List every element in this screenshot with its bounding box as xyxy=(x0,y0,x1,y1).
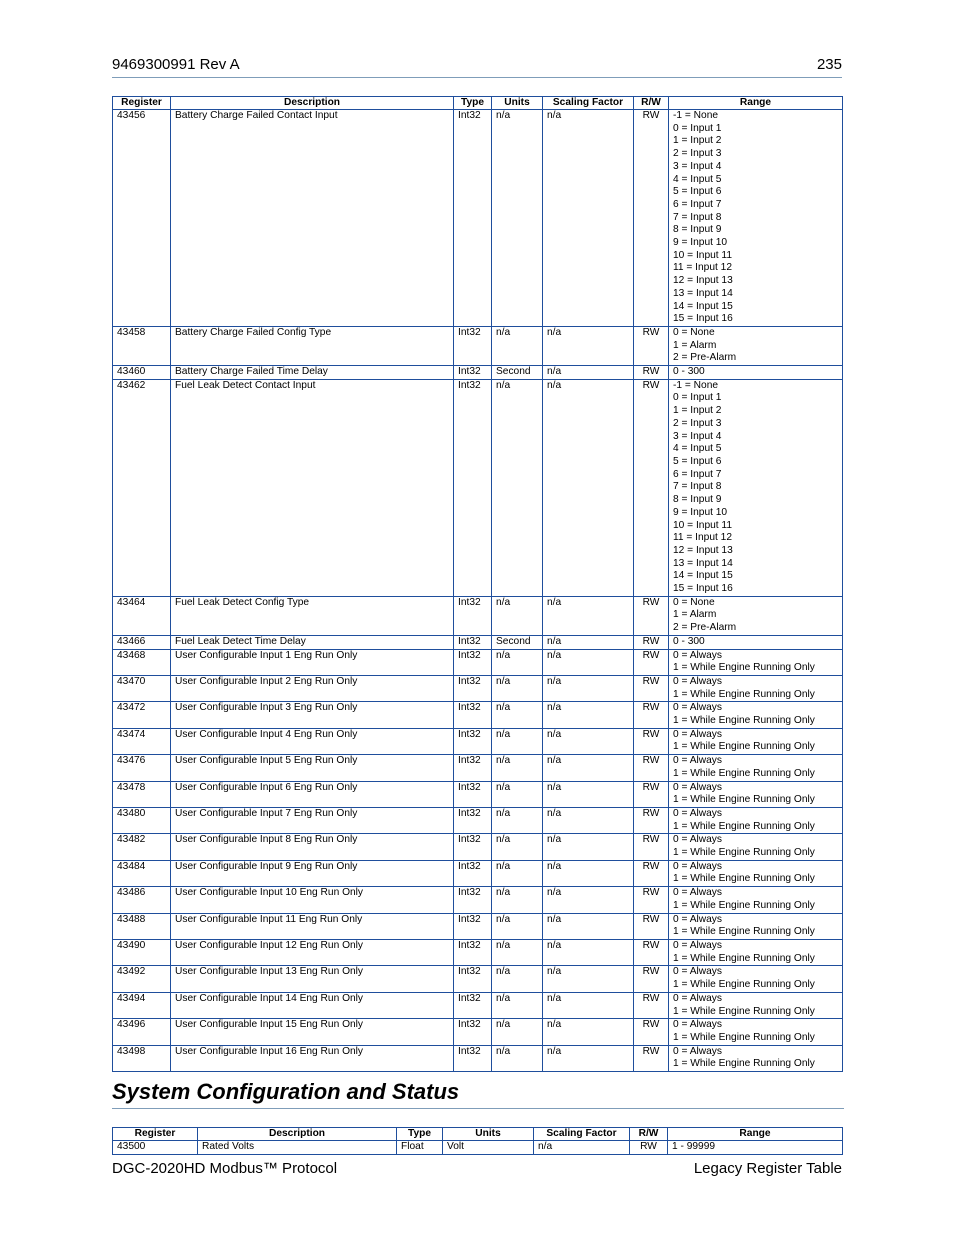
cell-rw: RW xyxy=(634,992,669,1018)
range-line: 12 = Input 13 xyxy=(673,544,733,556)
cell-units: n/a xyxy=(492,781,543,807)
range-line: 0 = Always xyxy=(673,992,722,1004)
range-line: 9 = Input 10 xyxy=(673,237,728,249)
range-line: 1 = While Engine Running Only xyxy=(673,979,815,991)
table-row xyxy=(113,913,843,939)
cell-scaling-factor: n/a xyxy=(543,366,634,380)
cell-rw: RW xyxy=(634,728,669,754)
cell-type: Int32 xyxy=(454,807,492,833)
cell-type: Int32 xyxy=(454,834,492,860)
cell-type: Int32 xyxy=(454,702,492,728)
cell-description: User Configurable Input 8 Eng Run Only xyxy=(171,834,454,860)
cell-scaling-factor: n/a xyxy=(543,1045,634,1071)
cell-description: User Configurable Input 1 Eng Run Only xyxy=(171,649,454,675)
range-line: 9 = Input 10 xyxy=(673,506,728,518)
cell-description: User Configurable Input 7 Eng Run Only xyxy=(171,807,454,833)
cell-register: 43496 xyxy=(113,1019,171,1045)
cell-type: Int32 xyxy=(454,366,492,380)
range-line: 0 = Always xyxy=(673,675,722,687)
range-line: 3 = Input 4 xyxy=(673,430,722,442)
cell-scaling-factor: n/a xyxy=(543,940,634,966)
cell-register: 43480 xyxy=(113,807,171,833)
table-row xyxy=(113,326,843,365)
cell-range xyxy=(669,702,843,728)
col-header-range: Range xyxy=(669,97,843,110)
cell-rw: RW xyxy=(634,635,669,649)
range-line: 1 = While Engine Running Only xyxy=(673,1005,815,1017)
range-line: 6 = Input 7 xyxy=(673,468,722,480)
cell-description: User Configurable Input 12 Eng Run Only xyxy=(171,940,454,966)
cell-range xyxy=(669,940,843,966)
cell-range xyxy=(669,326,843,365)
table-row xyxy=(113,807,843,833)
table-row xyxy=(113,702,843,728)
range-line: 3 = Input 4 xyxy=(673,160,722,172)
range-line: 5 = Input 6 xyxy=(673,455,722,467)
cell-range xyxy=(668,1141,843,1155)
cell-description: User Configurable Input 5 Eng Run Only xyxy=(171,755,454,781)
cell-description: User Configurable Input 3 Eng Run Only xyxy=(171,702,454,728)
range-line: 1 - 99999 xyxy=(672,1141,716,1152)
cell-register: 43474 xyxy=(113,728,171,754)
cell-units: n/a xyxy=(492,596,543,635)
range-line: 0 = Always xyxy=(673,966,722,978)
range-line: 0 = Always xyxy=(673,887,722,899)
cell-rw: RW xyxy=(630,1141,668,1155)
cell-range xyxy=(669,379,843,596)
footer-product: DGC-2020HD Modbus™ Protocol xyxy=(112,1160,338,1177)
cell-type: Int32 xyxy=(454,860,492,886)
cell-units: n/a xyxy=(492,834,543,860)
range-line: 0 = Always xyxy=(673,913,722,925)
system-config-table-body xyxy=(113,1141,843,1155)
cell-type: Int32 xyxy=(454,913,492,939)
cell-description: User Configurable Input 6 Eng Run Only xyxy=(171,781,454,807)
cell-type: Int32 xyxy=(454,326,492,365)
cell-range xyxy=(669,1019,843,1045)
cell-type: Float xyxy=(397,1141,443,1155)
cell-units: n/a xyxy=(492,860,543,886)
cell-register: 43484 xyxy=(113,860,171,886)
table-row xyxy=(113,834,843,860)
cell-scaling-factor: n/a xyxy=(543,379,634,596)
table-row xyxy=(113,635,843,649)
range-line: 14 = Input 15 xyxy=(673,570,733,582)
cell-range xyxy=(669,366,843,380)
cell-range xyxy=(669,781,843,807)
range-line: 0 = Input 1 xyxy=(673,122,722,134)
col-header-description: Description xyxy=(171,97,454,110)
cell-units: n/a xyxy=(492,649,543,675)
cell-type: Int32 xyxy=(454,966,492,992)
range-line: 13 = Input 14 xyxy=(673,287,733,299)
cell-units: n/a xyxy=(492,1045,543,1071)
range-line: 1 = While Engine Running Only xyxy=(673,847,815,859)
range-line: 1 = Alarm xyxy=(673,609,717,621)
cell-type: Int32 xyxy=(454,781,492,807)
table-row xyxy=(113,1045,843,1071)
range-line: 1 = While Engine Running Only xyxy=(673,926,815,938)
cell-register: 43494 xyxy=(113,992,171,1018)
range-line: 1 = While Engine Running Only xyxy=(673,820,815,832)
col-header-scaling-factor: Scaling Factor xyxy=(543,97,634,110)
table-header-row xyxy=(113,97,843,110)
cell-rw: RW xyxy=(634,807,669,833)
cell-register: 43476 xyxy=(113,755,171,781)
range-line: 0 = None xyxy=(673,326,715,338)
range-line: 0 = Always xyxy=(673,834,722,846)
range-line: 1 = While Engine Running Only xyxy=(673,662,815,674)
cell-type: Int32 xyxy=(454,887,492,913)
cell-register: 43456 xyxy=(113,110,171,327)
cell-description: User Configurable Input 2 Eng Run Only xyxy=(171,675,454,701)
range-line: 5 = Input 6 xyxy=(673,186,722,198)
cell-units: n/a xyxy=(492,326,543,365)
table-row xyxy=(113,366,843,380)
cell-range xyxy=(669,596,843,635)
cell-type: Int32 xyxy=(454,596,492,635)
cell-range xyxy=(669,887,843,913)
range-line: 11 = Input 12 xyxy=(673,262,733,274)
table-row xyxy=(113,781,843,807)
range-line: 7 = Input 8 xyxy=(673,481,722,493)
table-row xyxy=(113,596,843,635)
cell-rw: RW xyxy=(634,913,669,939)
cell-units: n/a xyxy=(492,1019,543,1045)
range-line: 1 = Input 2 xyxy=(673,135,722,147)
range-line: 1 = While Engine Running Only xyxy=(673,767,815,779)
cell-description: Battery Charge Failed Config Type xyxy=(171,326,454,365)
cell-scaling-factor: n/a xyxy=(543,913,634,939)
cell-range xyxy=(669,110,843,327)
range-line: 0 = None xyxy=(673,596,715,608)
cell-range xyxy=(669,635,843,649)
cell-rw: RW xyxy=(634,110,669,327)
cell-range xyxy=(669,675,843,701)
range-line: 1 = While Engine Running Only xyxy=(673,952,815,964)
cell-units: Second xyxy=(492,366,543,380)
cell-description: User Configurable Input 15 Eng Run Only xyxy=(171,1019,454,1045)
cell-register: 43462 xyxy=(113,379,171,596)
cell-scaling-factor: n/a xyxy=(543,728,634,754)
cell-scaling-factor: n/a xyxy=(543,675,634,701)
document-id: 9469300991 Rev A xyxy=(112,56,240,73)
range-line: 0 = Always xyxy=(673,940,722,951)
table-row xyxy=(113,110,843,327)
cell-scaling-factor: n/a xyxy=(543,649,634,675)
cell-rw: RW xyxy=(634,702,669,728)
range-line: 0 = Always xyxy=(673,702,722,714)
col-header-scaling-factor: Scaling Factor xyxy=(534,1128,630,1141)
cell-description: Fuel Leak Detect Config Type xyxy=(171,596,454,635)
cell-range xyxy=(669,913,843,939)
page-header xyxy=(112,56,842,78)
cell-register: 43468 xyxy=(113,649,171,675)
cell-range xyxy=(669,1045,843,1071)
range-line: 2 = Pre-Alarm xyxy=(673,352,737,364)
cell-units: n/a xyxy=(492,110,543,327)
range-line: 1 = While Engine Running Only xyxy=(673,873,815,885)
cell-register: 43464 xyxy=(113,596,171,635)
cell-type: Int32 xyxy=(454,649,492,675)
range-line: 7 = Input 8 xyxy=(673,211,722,223)
table-row xyxy=(113,887,843,913)
range-line: 0 - 300 xyxy=(673,635,705,647)
cell-scaling-factor: n/a xyxy=(543,860,634,886)
range-line: 0 = Input 1 xyxy=(673,392,722,404)
cell-description: Rated Volts xyxy=(198,1141,397,1155)
table-row xyxy=(113,992,843,1018)
range-line: 15 = Input 16 xyxy=(673,313,733,325)
cell-units: n/a xyxy=(492,887,543,913)
section-title: System Configuration and Status xyxy=(112,1078,844,1109)
range-line: 14 = Input 15 xyxy=(673,300,733,312)
cell-type: Int32 xyxy=(454,675,492,701)
cell-description: User Configurable Input 13 Eng Run Only xyxy=(171,966,454,992)
cell-scaling-factor: n/a xyxy=(543,1019,634,1045)
cell-rw: RW xyxy=(634,887,669,913)
cell-type: Int32 xyxy=(454,755,492,781)
cell-register: 43458 xyxy=(113,326,171,365)
range-line: 4 = Input 5 xyxy=(673,443,722,455)
range-line: 2 = Input 3 xyxy=(673,148,722,160)
cell-register: 43478 xyxy=(113,781,171,807)
cell-description: User Configurable Input 14 Eng Run Only xyxy=(171,992,454,1018)
cell-type: Int32 xyxy=(454,110,492,327)
range-line: -1 = None xyxy=(673,379,719,391)
cell-rw: RW xyxy=(634,649,669,675)
cell-description: User Configurable Input 4 Eng Run Only xyxy=(171,728,454,754)
cell-scaling-factor: n/a xyxy=(543,781,634,807)
system-config-table xyxy=(112,1127,843,1155)
cell-register: 43482 xyxy=(113,834,171,860)
range-line: 1 = While Engine Running Only xyxy=(673,899,815,911)
cell-scaling-factor: n/a xyxy=(543,635,634,649)
cell-type: Int32 xyxy=(454,1019,492,1045)
cell-type: Int32 xyxy=(454,992,492,1018)
range-line: 0 = Always xyxy=(673,728,722,740)
range-line: 8 = Input 9 xyxy=(673,224,722,236)
cell-scaling-factor: n/a xyxy=(543,596,634,635)
cell-description: User Configurable Input 10 Eng Run Only xyxy=(171,887,454,913)
cell-units: n/a xyxy=(492,379,543,596)
cell-rw: RW xyxy=(634,755,669,781)
table-row xyxy=(113,728,843,754)
table-row xyxy=(113,860,843,886)
cell-register: 43498 xyxy=(113,1045,171,1071)
cell-scaling-factor: n/a xyxy=(543,887,634,913)
range-line: 1 = While Engine Running Only xyxy=(673,688,815,700)
cell-units: Volt xyxy=(443,1141,534,1155)
cell-rw: RW xyxy=(634,940,669,966)
table-row xyxy=(113,1141,843,1155)
range-line: 0 = Always xyxy=(673,1019,722,1031)
register-table xyxy=(112,96,843,1072)
table-row xyxy=(113,675,843,701)
range-line: 2 = Input 3 xyxy=(673,417,722,429)
cell-rw: RW xyxy=(634,1045,669,1071)
col-header-units: Units xyxy=(492,97,543,110)
cell-register: 43460 xyxy=(113,366,171,380)
cell-rw: RW xyxy=(634,860,669,886)
col-header-rw: R/W xyxy=(630,1128,668,1141)
cell-description: User Configurable Input 9 Eng Run Only xyxy=(171,860,454,886)
cell-units: n/a xyxy=(492,966,543,992)
cell-scaling-factor: n/a xyxy=(543,326,634,365)
col-header-register: Register xyxy=(113,1128,198,1141)
cell-scaling-factor: n/a xyxy=(543,834,634,860)
col-header-type: Type xyxy=(454,97,492,110)
cell-units: Second xyxy=(492,635,543,649)
range-line: 0 = Always xyxy=(673,781,722,793)
cell-type: Int32 xyxy=(454,728,492,754)
table-row xyxy=(113,379,843,596)
cell-register: 43492 xyxy=(113,966,171,992)
range-line: 1 = Input 2 xyxy=(673,405,722,417)
range-line: 10 = Input 11 xyxy=(673,519,733,531)
range-line: 11 = Input 12 xyxy=(673,532,733,544)
range-line: 1 = While Engine Running Only xyxy=(673,794,815,806)
col-header-rw: R/W xyxy=(634,97,669,110)
cell-units: n/a xyxy=(492,940,543,966)
table-row xyxy=(113,649,843,675)
table-header-row xyxy=(113,1128,843,1141)
range-line: 0 = Always xyxy=(673,755,722,767)
cell-description: Battery Charge Failed Time Delay xyxy=(171,366,454,380)
range-line: 1 = While Engine Running Only xyxy=(673,1058,815,1070)
cell-rw: RW xyxy=(634,596,669,635)
range-line: 0 = Always xyxy=(673,1045,722,1057)
cell-units: n/a xyxy=(492,755,543,781)
cell-rw: RW xyxy=(634,1019,669,1045)
table-row xyxy=(113,755,843,781)
col-header-type: Type xyxy=(397,1128,443,1141)
cell-rw: RW xyxy=(634,966,669,992)
range-line: 13 = Input 14 xyxy=(673,557,733,569)
cell-description: Battery Charge Failed Contact Input xyxy=(171,110,454,327)
cell-description: Fuel Leak Detect Time Delay xyxy=(171,635,454,649)
range-line: 15 = Input 16 xyxy=(673,583,733,595)
cell-register: 43472 xyxy=(113,702,171,728)
footer-section: Legacy Register Table xyxy=(693,1160,842,1177)
cell-rw: RW xyxy=(634,781,669,807)
col-header-range: Range xyxy=(668,1128,843,1141)
range-line: 2 = Pre-Alarm xyxy=(673,622,737,634)
range-line: 1 = While Engine Running Only xyxy=(673,741,815,753)
cell-register: 43486 xyxy=(113,887,171,913)
cell-scaling-factor: n/a xyxy=(543,755,634,781)
cell-units: n/a xyxy=(492,992,543,1018)
cell-type: Int32 xyxy=(454,635,492,649)
col-header-description: Description xyxy=(198,1128,397,1141)
cell-range xyxy=(669,755,843,781)
cell-units: n/a xyxy=(492,807,543,833)
cell-type: Int32 xyxy=(454,940,492,966)
range-line: 0 - 300 xyxy=(673,366,705,378)
range-line: 8 = Input 9 xyxy=(673,494,722,506)
table-row xyxy=(113,1019,843,1045)
cell-units: n/a xyxy=(492,702,543,728)
cell-units: n/a xyxy=(492,728,543,754)
cell-units: n/a xyxy=(492,913,543,939)
cell-scaling-factor: n/a xyxy=(543,110,634,327)
cell-rw: RW xyxy=(634,379,669,596)
cell-type: Int32 xyxy=(454,379,492,596)
cell-range xyxy=(669,966,843,992)
cell-register: 43466 xyxy=(113,635,171,649)
cell-type: Int32 xyxy=(454,1045,492,1071)
cell-scaling-factor: n/a xyxy=(543,807,634,833)
col-header-register: Register xyxy=(113,97,171,110)
cell-register: 43470 xyxy=(113,675,171,701)
cell-scaling-factor: n/a xyxy=(543,992,634,1018)
cell-units: n/a xyxy=(492,675,543,701)
cell-scaling-factor: n/a xyxy=(534,1141,630,1155)
cell-range xyxy=(669,649,843,675)
range-line: 12 = Input 13 xyxy=(673,275,733,287)
range-line: 6 = Input 7 xyxy=(673,198,722,210)
cell-rw: RW xyxy=(634,326,669,365)
cell-range xyxy=(669,992,843,1018)
range-line: 0 = Always xyxy=(673,807,722,819)
cell-rw: RW xyxy=(634,675,669,701)
range-line: 1 = Alarm xyxy=(673,339,717,351)
range-line: 1 = While Engine Running Only xyxy=(673,715,815,727)
cell-register: 43500 xyxy=(113,1141,198,1155)
range-line: 0 = Always xyxy=(673,860,722,872)
cell-register: 43490 xyxy=(113,940,171,966)
table-row xyxy=(113,966,843,992)
cell-register: 43488 xyxy=(113,913,171,939)
range-line: 4 = Input 5 xyxy=(673,173,722,185)
register-table-body xyxy=(113,110,843,1072)
range-line: 0 = Always xyxy=(673,649,722,661)
cell-rw: RW xyxy=(634,834,669,860)
cell-scaling-factor: n/a xyxy=(543,966,634,992)
cell-description: User Configurable Input 11 Eng Run Only xyxy=(171,913,454,939)
cell-range xyxy=(669,728,843,754)
cell-description: Fuel Leak Detect Contact Input xyxy=(171,379,454,596)
range-line: -1 = None xyxy=(673,110,719,121)
range-line: 1 = While Engine Running Only xyxy=(673,1031,815,1043)
cell-range xyxy=(669,860,843,886)
cell-range xyxy=(669,834,843,860)
cell-description: User Configurable Input 16 Eng Run Only xyxy=(171,1045,454,1071)
page-number: 235 xyxy=(816,56,842,73)
col-header-units: Units xyxy=(443,1128,534,1141)
cell-scaling-factor: n/a xyxy=(543,702,634,728)
range-line: 10 = Input 11 xyxy=(673,249,733,261)
table-row xyxy=(113,940,843,966)
cell-range xyxy=(669,807,843,833)
cell-rw: RW xyxy=(634,366,669,380)
